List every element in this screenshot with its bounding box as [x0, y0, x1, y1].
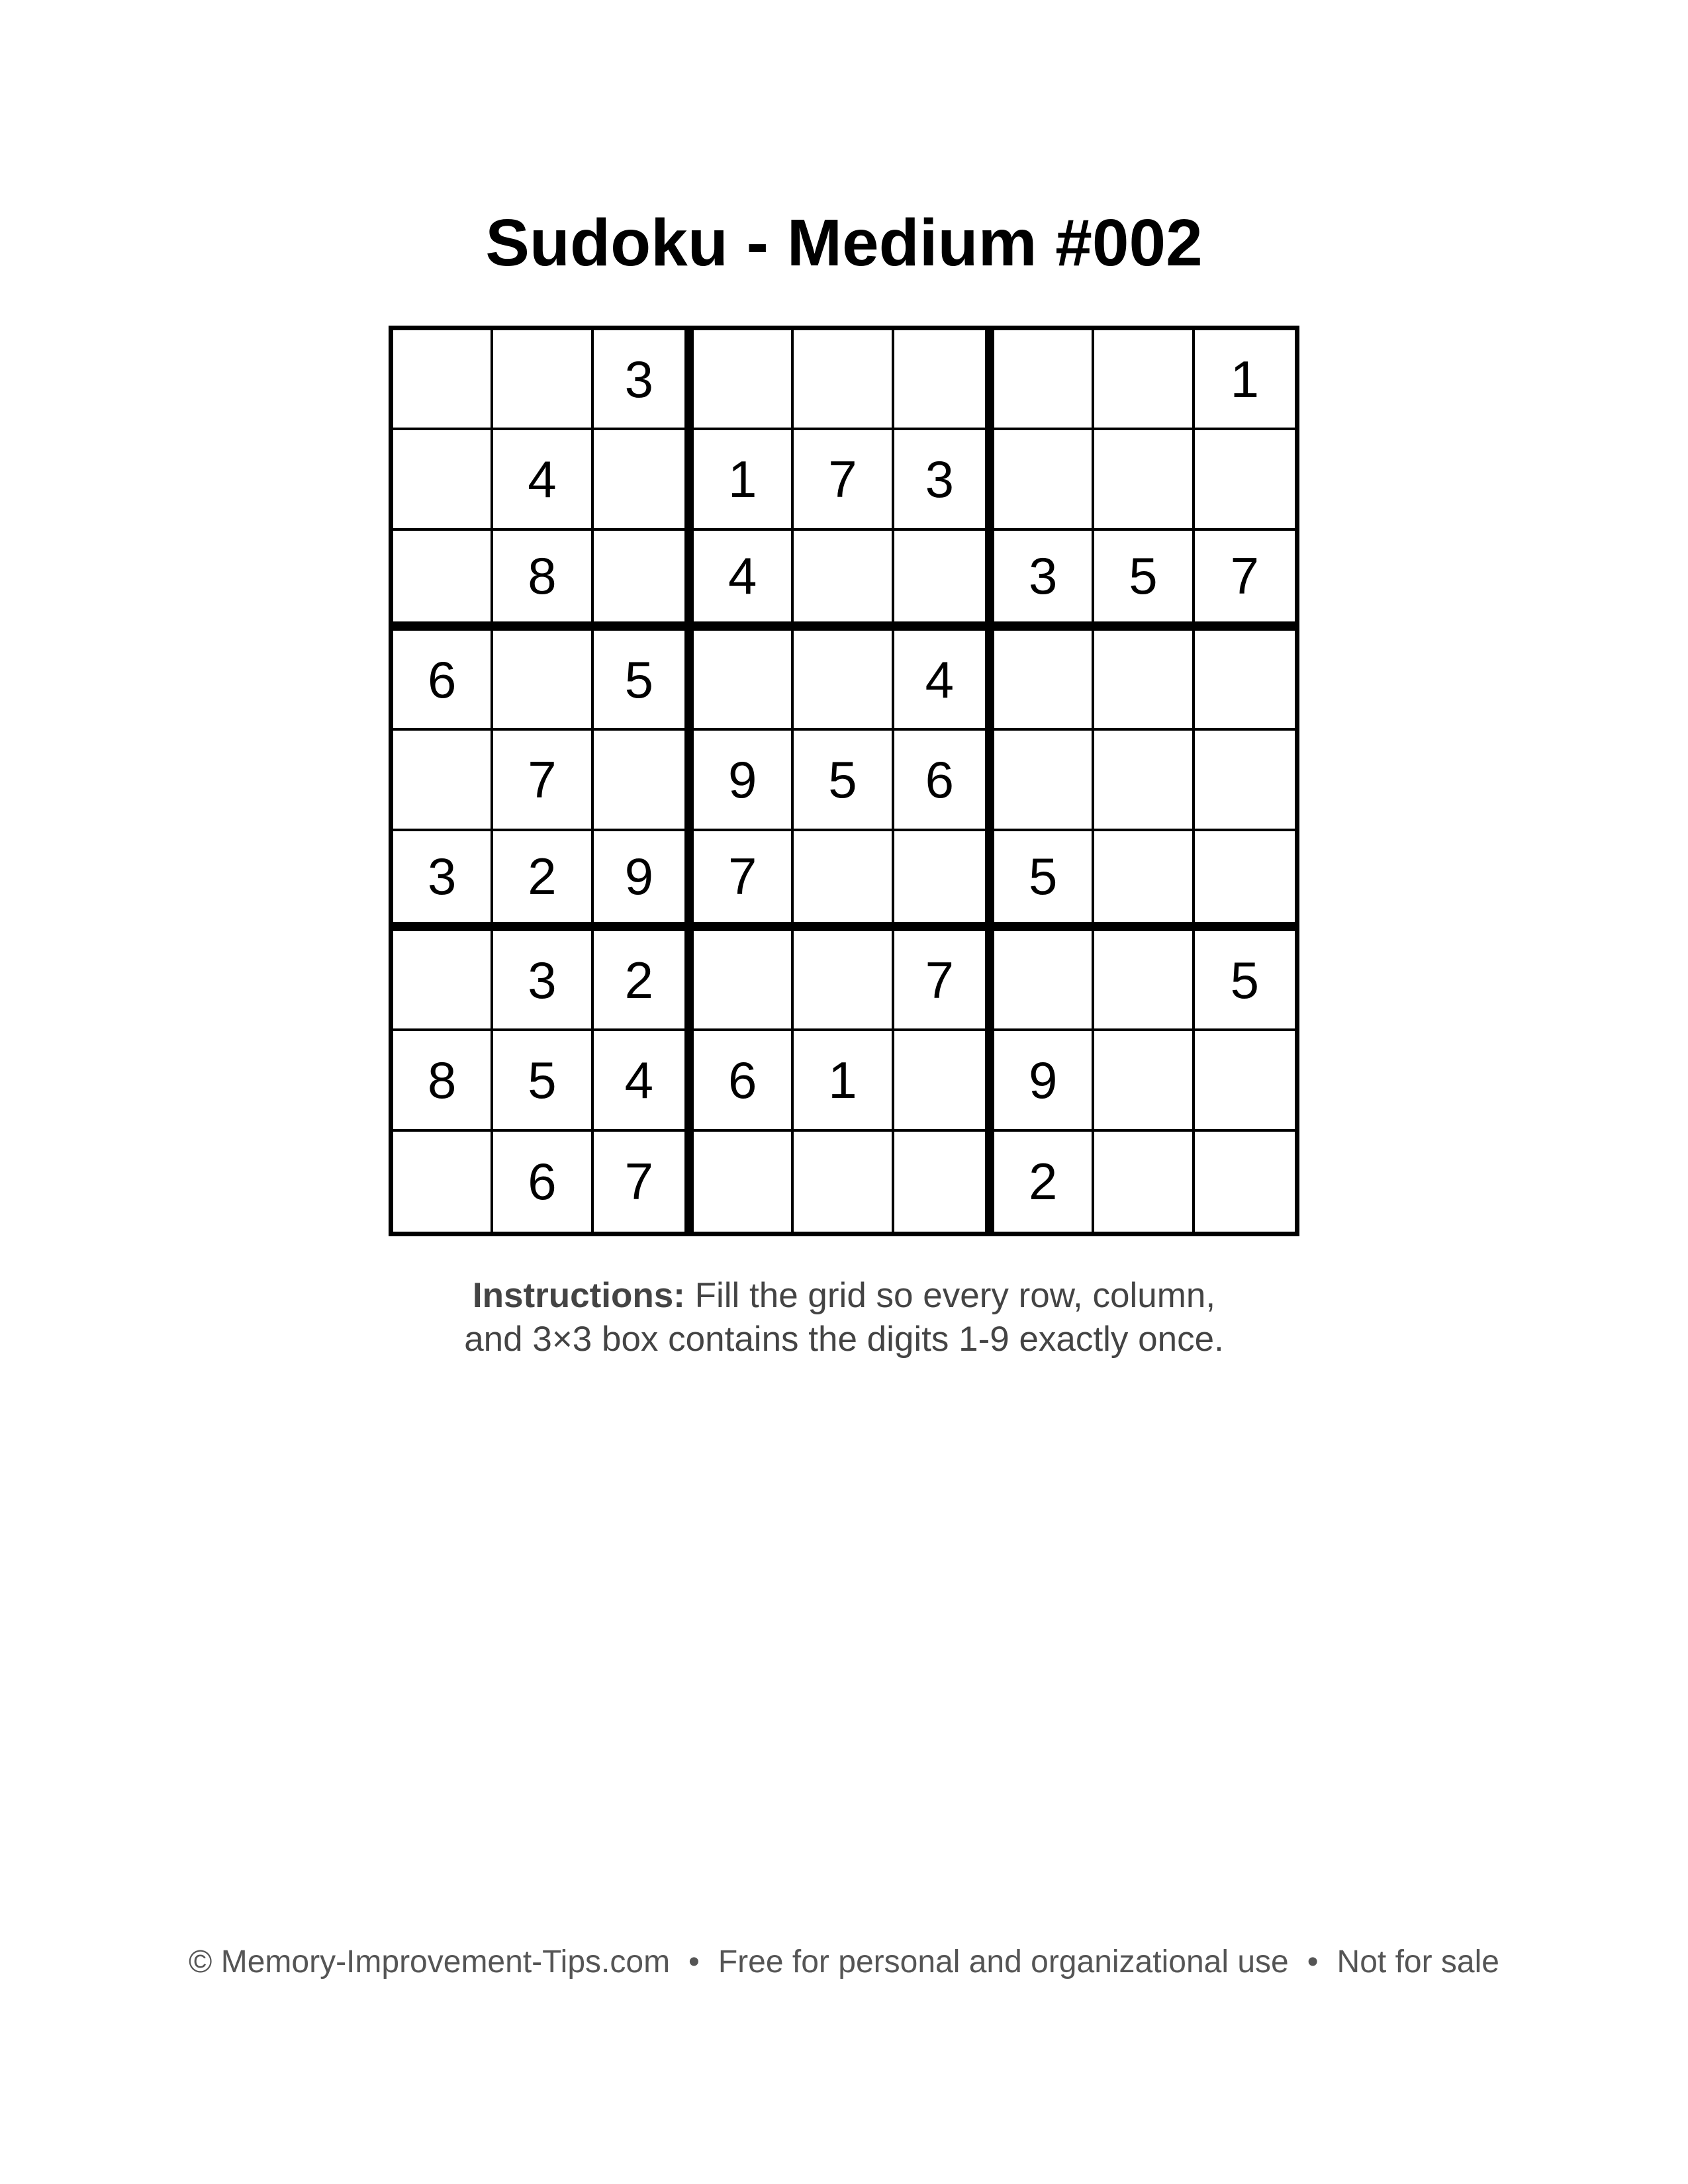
footer-copyright: © Memory-Improvement-Tips.com — [189, 1944, 671, 1979]
sudoku-cell-r4-c8 — [1094, 631, 1194, 731]
sudoku-cell-r9-c1 — [393, 1132, 493, 1232]
sudoku-grid — [389, 326, 1299, 1236]
sudoku-cell-r4-c1: 6 — [393, 631, 493, 731]
sudoku-cell-r8-c5: 1 — [794, 1031, 894, 1131]
sudoku-cell-r4-c5 — [794, 631, 894, 731]
sudoku-cell-r5-c6: 6 — [894, 731, 994, 831]
sudoku-cell-r6-c5 — [794, 831, 894, 931]
sudoku-cell-r2-c5: 7 — [794, 430, 894, 530]
sudoku-cell-r3-c2: 8 — [493, 531, 593, 631]
sudoku-cell-r4-c2 — [493, 631, 593, 731]
sudoku-cell-r7-c3: 2 — [594, 931, 694, 1031]
sudoku-cell-r7-c6: 7 — [894, 931, 994, 1031]
sudoku-cell-r6-c7: 5 — [994, 831, 1094, 931]
sudoku-cell-r9-c3: 7 — [594, 1132, 694, 1232]
sudoku-cell-r1-c1 — [393, 330, 493, 430]
sudoku-cell-r3-c7: 3 — [994, 531, 1094, 631]
sudoku-cell-r8-c1: 8 — [393, 1031, 493, 1131]
sudoku-cell-r9-c4 — [694, 1132, 794, 1232]
sudoku-cell-r1-c9: 1 — [1195, 330, 1295, 430]
sudoku-cell-r6-c2: 2 — [493, 831, 593, 931]
instructions-line-2: and 3×3 box contains the digits 1-9 exactly once. — [464, 1320, 1224, 1359]
sudoku-cell-r8-c7: 9 — [994, 1031, 1094, 1131]
sudoku-cell-r6-c3: 9 — [594, 831, 694, 931]
sudoku-cell-r9-c5 — [794, 1132, 894, 1232]
sudoku-cell-r7-c8 — [1094, 931, 1194, 1031]
sudoku-cell-r7-c7 — [994, 931, 1094, 1031]
sudoku-cell-r5-c4: 9 — [694, 731, 794, 831]
sudoku-cell-r6-c1: 3 — [393, 831, 493, 931]
sudoku-cell-r3-c9: 7 — [1195, 531, 1295, 631]
sudoku-cell-r6-c9 — [1195, 831, 1295, 931]
footer-usage: Free for personal and organizational use — [718, 1944, 1289, 1979]
sudoku-cell-r1-c2 — [493, 330, 593, 430]
sudoku-cell-r7-c5 — [794, 931, 894, 1031]
sudoku-cell-r3-c3 — [594, 531, 694, 631]
sudoku-cell-r9-c7: 2 — [994, 1132, 1094, 1232]
sudoku-cell-r4-c7 — [994, 631, 1094, 731]
sudoku-cell-r7-c9: 5 — [1195, 931, 1295, 1031]
sudoku-cell-r3-c8: 5 — [1094, 531, 1194, 631]
sudoku-cell-r8-c2: 5 — [493, 1031, 593, 1131]
sudoku-cell-r9-c6 — [894, 1132, 994, 1232]
sudoku-cell-r5-c2: 7 — [493, 731, 593, 831]
sudoku-cell-r8-c4: 6 — [694, 1031, 794, 1131]
sudoku-cell-r8-c6 — [894, 1031, 994, 1131]
sudoku-cell-r1-c3: 3 — [594, 330, 694, 430]
sudoku-cell-r4-c9 — [1195, 631, 1295, 731]
footer-sale: Not for sale — [1336, 1944, 1499, 1979]
sudoku-cell-r5-c1 — [393, 731, 493, 831]
sudoku-cell-r5-c3 — [594, 731, 694, 831]
sudoku-cell-r2-c7 — [994, 430, 1094, 530]
sudoku-cell-r3-c4: 4 — [694, 531, 794, 631]
sudoku-cell-r1-c5 — [794, 330, 894, 430]
sudoku-cell-r1-c7 — [994, 330, 1094, 430]
sudoku-cell-r6-c6 — [894, 831, 994, 931]
sudoku-cell-r1-c4 — [694, 330, 794, 430]
sudoku-cell-r2-c4: 1 — [694, 430, 794, 530]
sudoku-cell-r3-c6 — [894, 531, 994, 631]
instructions — [0, 1274, 1688, 1361]
footer-separator: • — [688, 1944, 700, 1979]
sudoku-cell-r1-c6 — [894, 330, 994, 430]
sudoku-cell-r7-c1 — [393, 931, 493, 1031]
instructions-line-1: Fill the grid so every row, column, — [694, 1276, 1216, 1315]
sudoku-cell-r4-c6: 4 — [894, 631, 994, 731]
sudoku-cell-r2-c9 — [1195, 430, 1295, 530]
sudoku-cell-r9-c8 — [1094, 1132, 1194, 1232]
sudoku-cell-r8-c3: 4 — [594, 1031, 694, 1131]
sudoku-cell-r7-c4 — [694, 931, 794, 1031]
sudoku-cell-r5-c7 — [994, 731, 1094, 831]
sudoku-cell-r2-c2: 4 — [493, 430, 593, 530]
sudoku-cell-r7-c2: 3 — [493, 931, 593, 1031]
sudoku-cell-r3-c5 — [794, 531, 894, 631]
sudoku-cell-r2-c1 — [393, 430, 493, 530]
sudoku-cell-r5-c9 — [1195, 731, 1295, 831]
sudoku-cell-r6-c8 — [1094, 831, 1194, 931]
sudoku-cell-r9-c2: 6 — [493, 1132, 593, 1232]
sudoku-cell-r8-c8 — [1094, 1031, 1194, 1131]
instructions-label: Instructions: — [472, 1276, 685, 1315]
page-title: Sudoku - Medium #002 — [485, 206, 1203, 280]
sudoku-cell-r5-c5: 5 — [794, 731, 894, 831]
footer-separator: • — [1307, 1944, 1319, 1979]
footer — [0, 1942, 1688, 1982]
sudoku-cell-r4-c4 — [694, 631, 794, 731]
sudoku-cell-r2-c8 — [1094, 430, 1194, 530]
sudoku-cell-r1-c8 — [1094, 330, 1194, 430]
sudoku-cell-r6-c4: 7 — [694, 831, 794, 931]
sudoku-cell-r3-c1 — [393, 531, 493, 631]
sudoku-cell-r8-c9 — [1195, 1031, 1295, 1131]
sudoku-cell-r5-c8 — [1094, 731, 1194, 831]
sudoku-cell-r9-c9 — [1195, 1132, 1295, 1232]
sudoku-cell-r4-c3: 5 — [594, 631, 694, 731]
sudoku-cell-r2-c6: 3 — [894, 430, 994, 530]
sudoku-cell-r2-c3 — [594, 430, 694, 530]
